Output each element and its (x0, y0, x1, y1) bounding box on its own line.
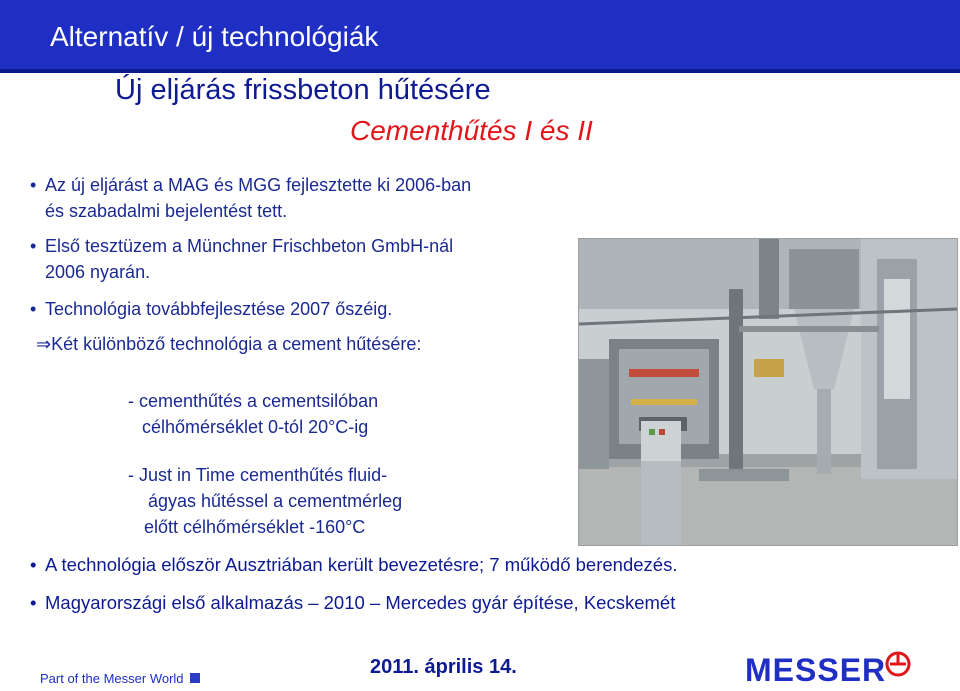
bullet-line: és szabadalmi bejelentést tett. (45, 201, 288, 221)
bullet-line: Technológia továbbfejlesztése 2007 őszéig. (45, 299, 393, 319)
footer-date: 2011. április 14. (370, 656, 517, 678)
footer-tagline-text: Part of the Messer World (40, 671, 184, 686)
bullet-line: Az új eljárást a MAG és MGG fejlesztette ki 2006-ban (45, 175, 472, 195)
bottom-bullet-2 (30, 590, 676, 616)
bottom-bullet-text: A technológia először Ausztriában került bevezetésre; 7 működő berendezés. (45, 554, 678, 575)
bullet-dot-icon: • (30, 592, 37, 613)
bullet-item-2 (30, 233, 454, 285)
sub-point-line: ágyas hűtéssel a cementmérleg (148, 491, 403, 511)
slide-subtitle: Új eljárás frissbeton hűtésére (115, 74, 491, 106)
bullet-dot-icon: • (30, 299, 37, 319)
installation-photo (578, 238, 958, 546)
bullet-dot-icon: • (30, 554, 37, 575)
arrow-statement: ⇒Két különböző technológia a cement hűtésére: (36, 334, 422, 354)
bullet-item-1 (30, 172, 472, 224)
sub-point-line: - cementhűtés a cementsilóban (128, 391, 379, 411)
bullet-dot-icon: • (30, 175, 37, 195)
header-divider (0, 69, 960, 73)
slide-header-title: Alternatív / új technológiák (50, 21, 379, 52)
bottom-bullet-text: Magyarországi első alkalmazás – 2010 – Mercedes gyár építése, Kecskemét (45, 592, 676, 613)
footer-tagline (40, 671, 200, 686)
sub-point-line: - Just in Time cementhűtés fluid- (128, 465, 388, 485)
bullet-dot-icon: • (30, 236, 37, 256)
bottom-bullet-1 (30, 552, 678, 578)
bullet-line: 2006 nyarán. (45, 262, 151, 282)
sub-point-line: célhőmérséklet 0-tól 20°C-ig (142, 417, 369, 437)
sub-point-line: előtt célhőmérséklet -160°C (144, 517, 366, 537)
bullet-line: Első tesztüzem a Münchner Frischbeton GmbH-nál (45, 236, 454, 256)
messer-mark-icon (885, 651, 911, 677)
bullet-item-3 (30, 296, 393, 322)
slide-subtitle-red: Cementhűtés I és II (350, 115, 593, 146)
messer-brand-logo: MESSER (745, 652, 887, 688)
installation-photo-svg (579, 239, 957, 545)
messer-world-icon (190, 673, 200, 683)
